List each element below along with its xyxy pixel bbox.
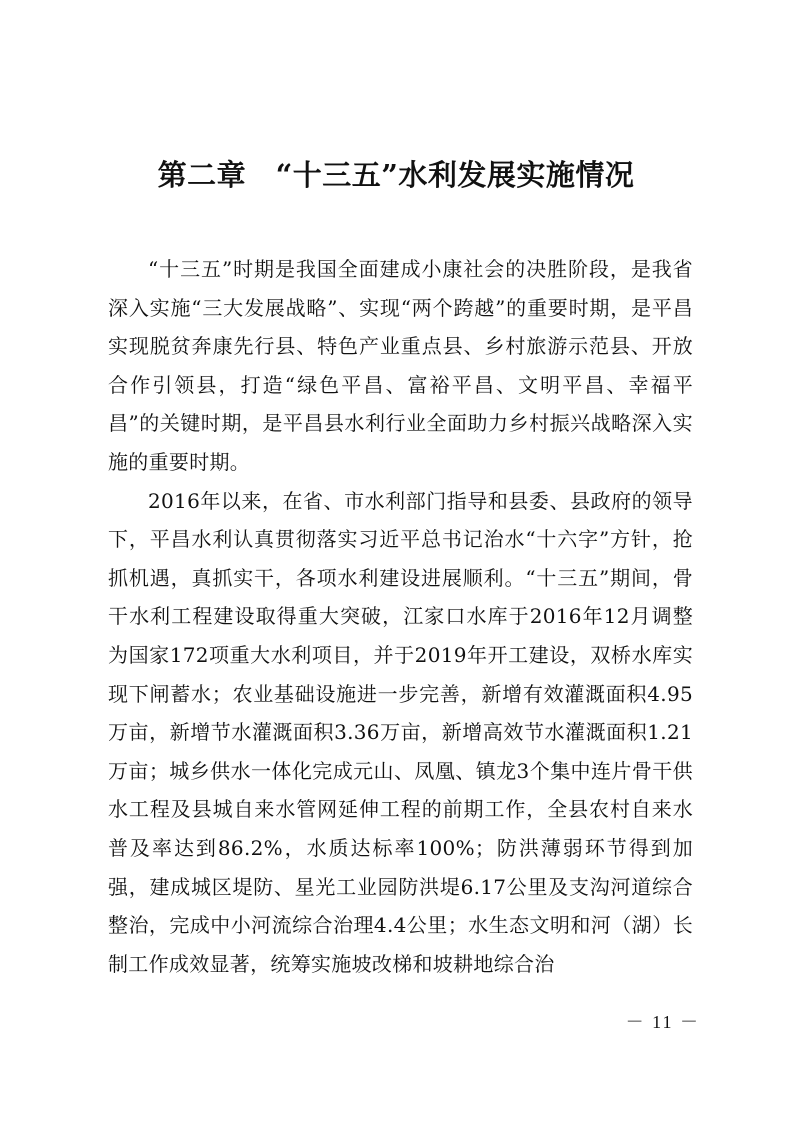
- paragraph-1: “十三五”时期是我国全面建成小康社会的决胜阶段，是我省深入实施“三大发展战略”、实现“两个跨越”的重要时期，是平昌实现脱贫奔康先行县、特色产业重点县、乡村旅游示范县、开放合作引领县，打造“绿色平昌、富裕平昌、文明平昌、幸福平昌”的关键时期，是平昌县水利行业全面助力乡村振兴战略深入实施的重要时期。: [108, 257, 693, 474]
- body-text: [108, 250, 693, 983]
- page-number: － 11 －: [625, 1012, 700, 1032]
- paragraph-2: 2016年以来，在省、市水利部门指导和县委、县政府的领导下，平昌水利认真贯彻落实习近平总书记治水“十六字”方针，抢抓机遇，真抓实干，各项水利建设进展顺利。“十三五”期间，骨干水利工程建设取得重大突破，江家口水库于2016年12月调整为国家172项重大水利项目，并于2019年开工建设，双桥水库实现下闸蓄水；农业基础设施进一步完善，新增有效灌溉面积4.95万亩，新增节水灌溉面积3.36万亩，新增高效节水灌溉面积1.21万亩；城乡供水一体化完成元山、凤凰、镇龙3个集中连片骨干供水工程及县城自来水管网延伸工程的前期工作，全县农村自来水普及率达到86.2%，水质达标率100%；防洪薄弱环节得到加强，建成城区堤防、星光工业园防洪堤6.17公里及支沟河道综合整治，完成中小河流综合治理4.4公里；水生态文明和河（湖）长制工作成效显著，统筹实施坡改梯和坡耕地综合治: [108, 488, 693, 976]
- chapter-title: 第二章 “十三五”水利发展实施情况: [157, 158, 635, 192]
